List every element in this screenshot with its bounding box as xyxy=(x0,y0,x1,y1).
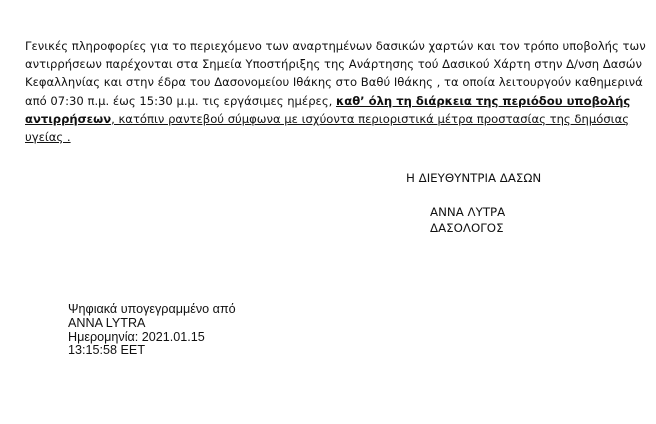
paragraph-line-3: Κεφαλληνίας και στην έδρα του Δασονομείου Ιθάκης στο Βαθύ Ιθάκης , τα οποία λειτουργούν καθημερινά xyxy=(25,75,643,90)
paragraph-line-4-plain: από 07:30 π.μ. έως 15:30 μ.μ. τις εργάσιμες ημέρες, xyxy=(25,93,336,108)
paragraph-line-5-emphasis: αντιρρήσεων xyxy=(25,111,112,126)
digital-signature-time: 13:15:58 EET xyxy=(68,343,146,358)
digital-signature-date: Ημερομηνία: 2021.01.15 xyxy=(68,329,205,344)
paragraph-line-1: Γενικές πληροφορίες για το περιεχόμενο των αναρτημένων δασικών χαρτών και τον τρόπο υποβολής των xyxy=(25,39,646,53)
digital-signature-label: Ψηφιακά υπογεγραμμένο από xyxy=(68,302,236,316)
paragraph-line-4-emphasis: καθ’ όλη τη διάρκεια της περιόδου υποβολής xyxy=(336,93,631,108)
paragraph-line-6 xyxy=(25,128,615,146)
paragraph-line-5-underlined: , κατόπιν ραντεβού σύμφωνα με ισχύοντα περιοριστικά μέτρα προστασίας της δημόσιας xyxy=(111,111,630,126)
paragraph-line-6-underlined: υγείας . xyxy=(25,130,71,145)
signer-role: ΔΑΣΟΛΟΓΟΣ xyxy=(430,221,504,235)
paragraph-line-2: αντιρρήσεων παρέχονται στα Σημεία Υποστήριξης της Ανάρτησης τού Δασικού Χάρτη στην Δ/νση Δασών xyxy=(25,57,642,72)
signer-title: Η ΔΙΕΥΘΥΝΤΡΙΑ ΔΑΣΩΝ xyxy=(406,171,542,185)
digital-signature-name: ANNA LYTRA xyxy=(68,315,146,330)
paragraph-line-4 xyxy=(25,92,631,110)
signer-name: ΑΝΝΑ ΛΥΤΡΑ xyxy=(430,205,506,219)
paragraph-line-5 xyxy=(25,110,630,128)
body-paragraph xyxy=(25,37,646,146)
digital-signature-block xyxy=(68,303,236,358)
